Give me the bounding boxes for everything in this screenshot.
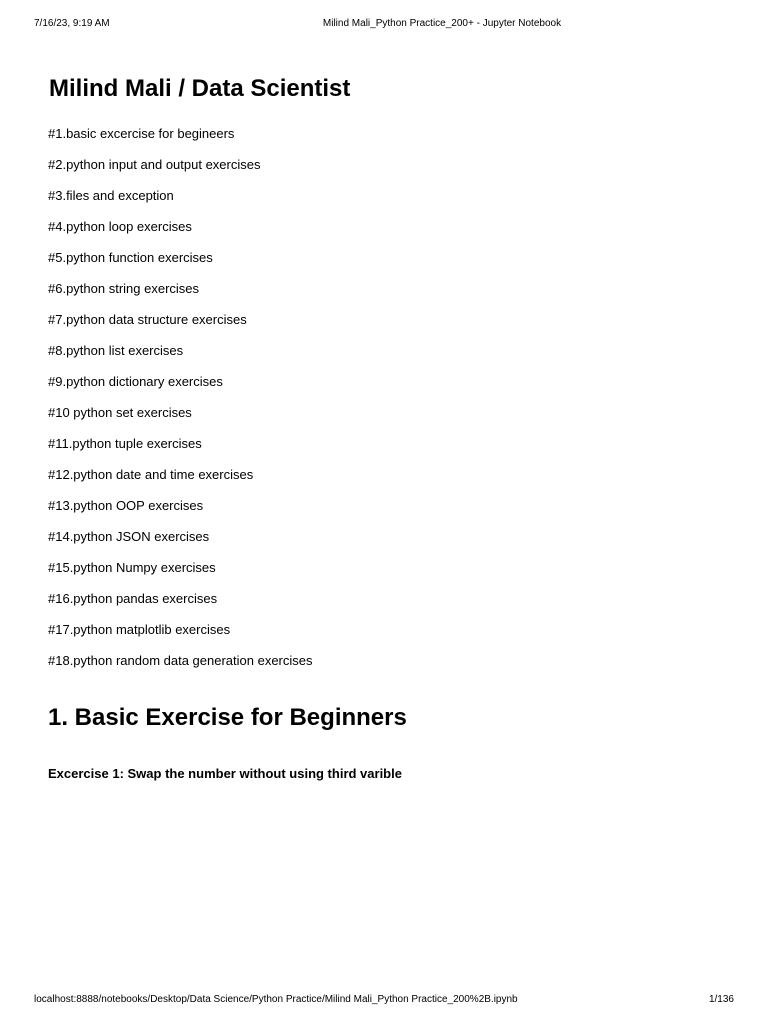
table-of-contents — [48, 125, 313, 683]
toc-item: #2.python input and output exercises — [48, 157, 261, 172]
toc-item: #17.python matplotlib exercises — [48, 622, 231, 637]
print-date: 7/16/23, 9:19 AM — [34, 18, 110, 29]
toc-item: #16.python pandas exercises — [48, 591, 218, 606]
section-heading: 1. Basic Exercise for Beginners — [48, 704, 407, 731]
toc-item: #7.python data structure exercises — [48, 312, 247, 327]
page-number: 1/136 — [708, 994, 734, 1005]
toc-item: #11.python tuple exercises — [48, 436, 202, 451]
toc-item: #5.python function exercises — [48, 250, 213, 265]
toc-item: #9.python dictionary exercises — [48, 374, 223, 389]
print-header — [0, 17, 768, 31]
toc-item: #8.python list exercises — [48, 343, 184, 358]
toc-item: #6.python string exercises — [48, 281, 200, 296]
toc-item: #1.basic excercise for begineers — [48, 126, 235, 141]
print-url: localhost:8888/notebooks/Desktop/Data Science/Python Practice/Milind Mali_Python Practice_200%2B.ipynb — [34, 994, 518, 1005]
toc-item: #18.python random data generation exercises — [48, 653, 313, 668]
print-footer — [0, 993, 768, 1007]
print-document-title: Milind Mali_Python Practice_200+ - Jupyter Notebook — [322, 18, 562, 29]
exercise-heading: Excercise 1: Swap the number without using third varible — [48, 766, 402, 781]
toc-item: #15.python Numpy exercises — [48, 560, 216, 575]
page-title: Milind Mali / Data Scientist — [49, 75, 351, 102]
toc-item: #10 python set exercises — [48, 405, 192, 420]
toc-item: #14.python JSON exercises — [48, 529, 210, 544]
toc-item: #12.python date and time exercises — [48, 467, 254, 482]
toc-item: #13.python OOP exercises — [48, 498, 204, 513]
toc-item: #4.python loop exercises — [48, 219, 192, 234]
toc-item: #3.files and exception — [48, 188, 174, 203]
